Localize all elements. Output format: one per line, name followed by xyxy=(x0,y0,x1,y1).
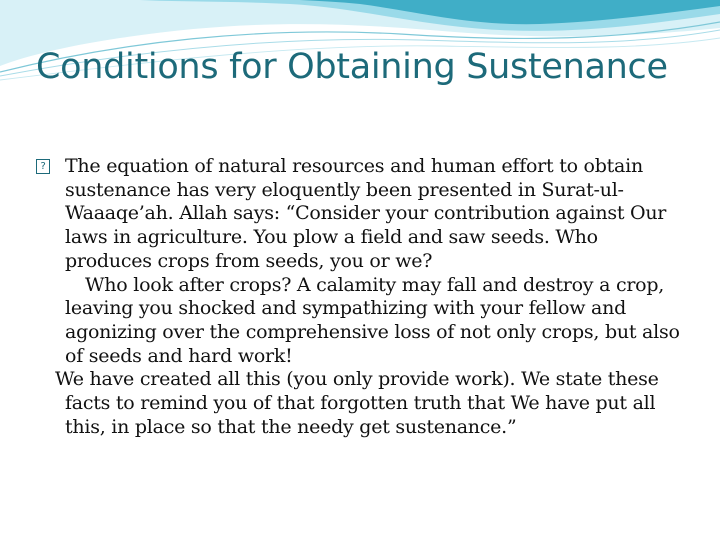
paragraph-2: Who look after crops? A calamity may fall and destroy a crop, leaving you shocked and sympathizing with your fellow and agonizing over the comprehensive loss of not only crops, but also of seeds and hard work! xyxy=(65,273,680,367)
bullet-paragraph xyxy=(36,155,686,274)
bullet-icon: ? xyxy=(36,159,50,174)
slide-title: Conditions for Obtaining Sustenance xyxy=(36,47,668,87)
paragraph-3: We have created all this (you only provide work). We state these facts to remind you of that forgotten truth that We have put all this, in place so that the needy get sustenance.” xyxy=(55,368,659,438)
slide-body xyxy=(36,155,686,439)
paragraph-1: The equation of natural resources and human effort to obtain sustenance has very eloquently been presented in Surat-ul-Waaaqe’ah. Allah says: “Consider your contribution against Our laws in agriculture. You plow a field and saw seeds. Who produces crops from seeds, you or we? xyxy=(65,155,667,272)
